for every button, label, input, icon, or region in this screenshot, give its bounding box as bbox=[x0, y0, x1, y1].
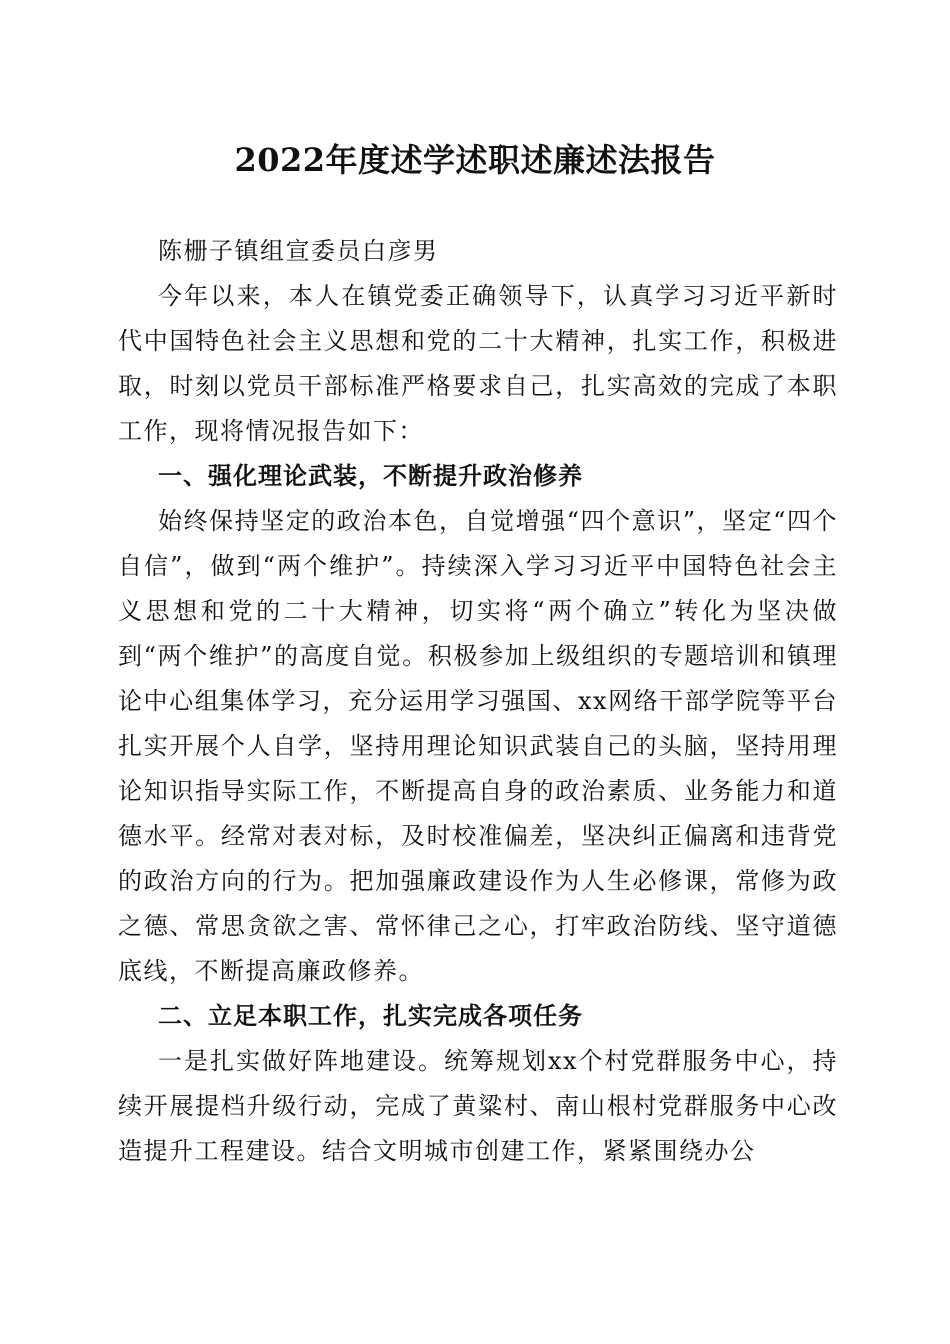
section-2-heading: 二、立足本职工作，扎实完成各项任务 bbox=[158, 1002, 583, 1030]
author-line: 陈栅子镇组宣委员白彦男 bbox=[158, 237, 439, 265]
intro-paragraph: 今年以来，本人在镇党委正确领导下，认真学习习近平新时代中国特色社会主义思想和党的二十大精神，扎实工作，积极进取，时刻以党员干部标准严格要求自己，扎实高效的完成了本职工作，现将情况报告如下： bbox=[118, 282, 838, 445]
document-body bbox=[118, 229, 838, 1174]
document-title: 2022年度述学述职述廉述法报告 bbox=[234, 141, 716, 179]
section-1-paragraph: 始终保持坚定的政治本色，自觉增强“四个意识”，坚定“四个自信”，做到“两个维护”。持续深入学习习近平中国特色社会主义思想和党的二十大精神，切实将“两个确立”转化为坚决做到“两个维护”的高度自觉。积极参加上级组织的专题培训和镇理论中心组集体学习，充分运用学习强国、xx网络干部学院等平台扎实开展个人自学，坚持用理论知识武装自己的头脑，坚持用理论知识指导实际工作，不断提高自身的政治素质、业务能力和道德水平。经常对表对标，及时校准偏差，坚决纠正偏离和违背党的政治方向的行为。把加强廉政建设作为人生必修课，常修为政之德、常思贪欲之害、常怀律己之心，打牢政治防线、坚守道德底线，不断提高廉政修养。 bbox=[118, 507, 838, 985]
section-2-paragraph: 一是扎实做好阵地建设。统筹规划xx个村党群服务中心，持续开展提档升级行动，完成了黄粱村、南山根村党群服务中心改造提升工程建设。结合文明城市创建工作，紧紧围绕办公 bbox=[118, 1047, 838, 1165]
section-1-heading: 一、强化理论武装，不断提升政治修养 bbox=[158, 462, 583, 490]
